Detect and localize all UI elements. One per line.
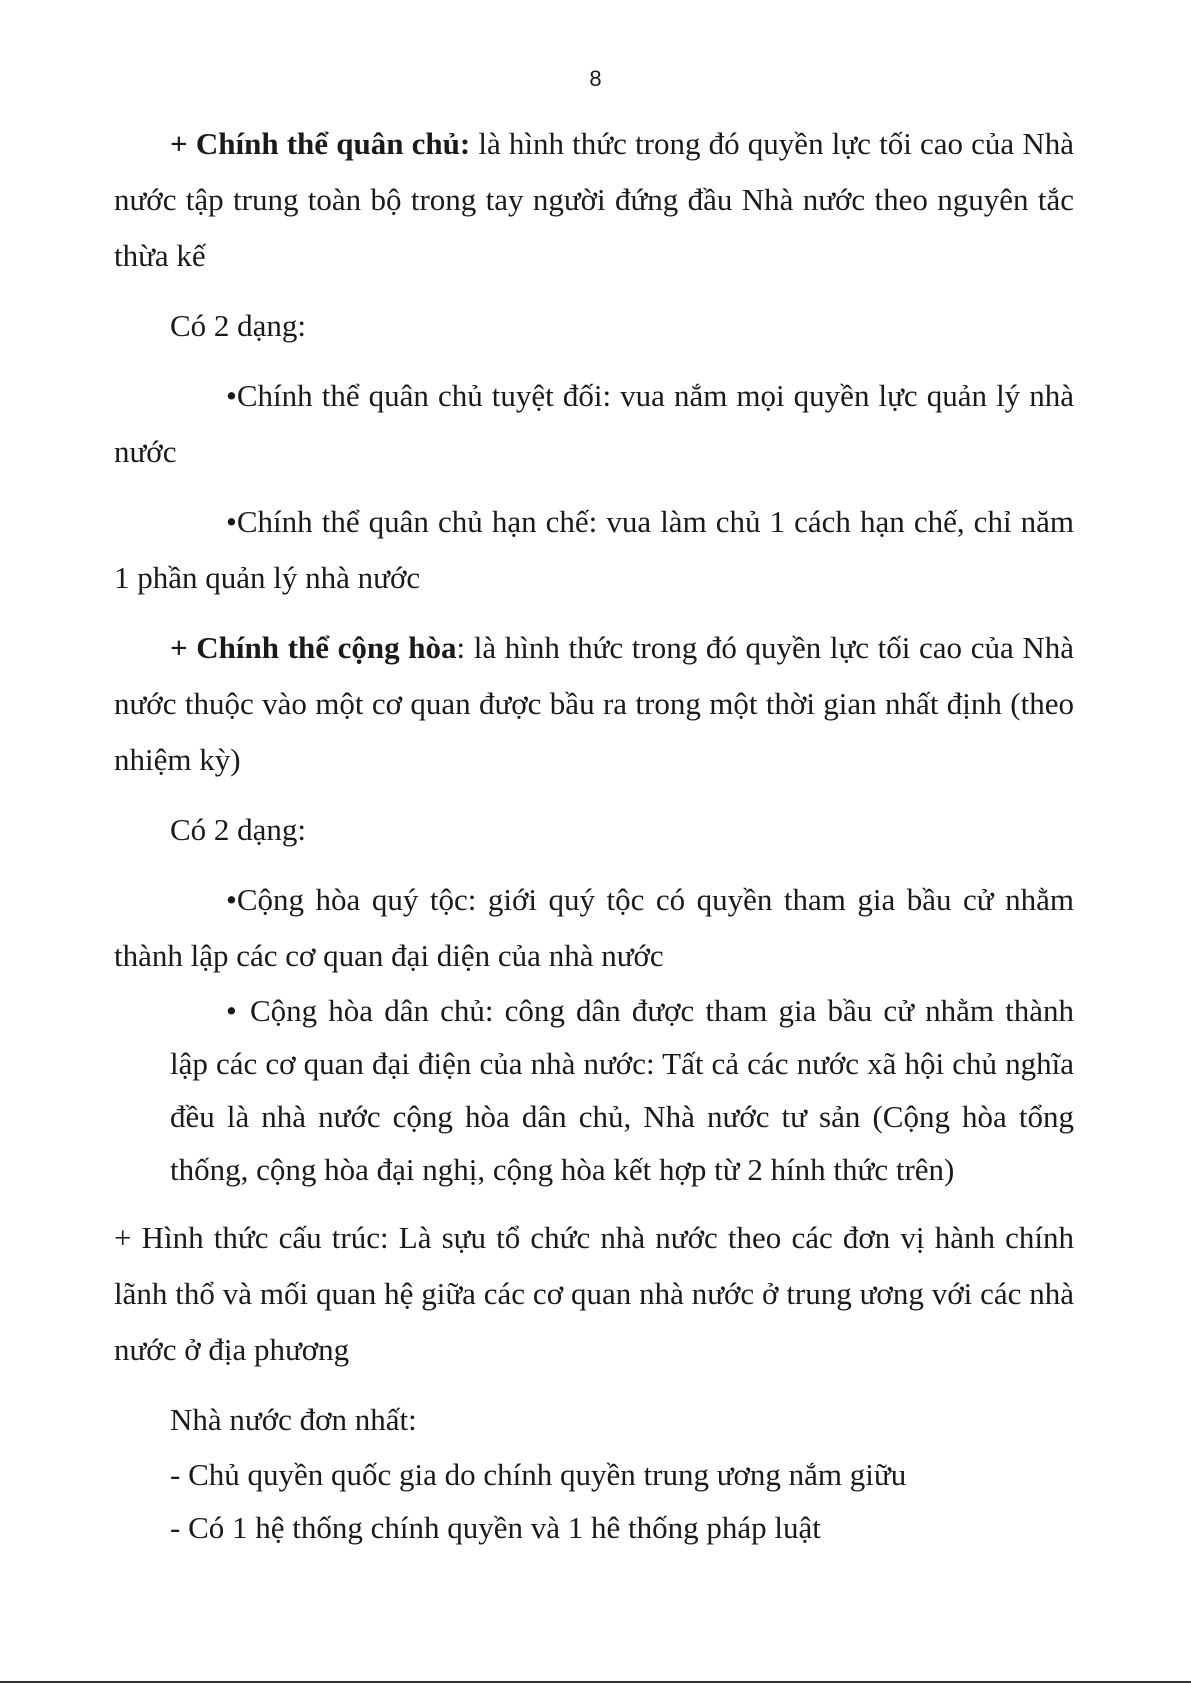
- paragraph-structure-form: + Hình thức cấu trúc: Là sựu tổ chức nhà nước theo các đơn vị hành chính lãnh thổ và mối quan hệ giữa các cơ quan nhà nước ở trung ương với các nhà nước ở địa phương: [114, 1220, 1074, 1367]
- paragraph-two-types-1: Có 2 dạng:: [170, 308, 307, 343]
- bullet-limited-monarchy: [114, 494, 1074, 606]
- bullet-aristocratic-republic: [114, 872, 1074, 984]
- bullet-icon: •: [226, 378, 237, 413]
- bullet-text: Cộng hòa dân chủ: công dân được tham gia bầu cử nhằm thành lập các cơ quan đại điện của nhà nước: Tất cả các nước xã hội chủ nghĩa đều là nhà nước cộng hòa dân chủ, Nhà nước tư sản (Cộng hòa tổng thống, cộng hòa đại nghị, cộng hòa kết hợp từ 2 hính thức trên): [170, 993, 1074, 1187]
- term-republic: + Chính thể cộng hòa: [170, 630, 457, 665]
- page-number: 8: [589, 66, 602, 91]
- bullet-democratic-republic: [114, 984, 1074, 1196]
- term-monarchy: + Chính thể quân chủ:: [170, 126, 471, 161]
- bullet-icon: •: [226, 993, 237, 1028]
- bullet-text: Cộng hòa quý tộc: giới quý tộc có quyền tham gia bầu cử nhằm thành lập các cơ quan đại diện của nhà nước: [114, 882, 1074, 973]
- definition-republic: : là hình thức trong đó quyền lực tối cao của Nhà nước thuộc vào một cơ quan được bầu ra trong một thời gian nhất định (theo nhiệm kỳ): [114, 630, 1074, 777]
- paragraph-republic: [114, 620, 1074, 788]
- bullet-text: Chính thể quân chủ tuyệt đối: vua nắm mọi quyền lực quản lý nhà nước: [114, 378, 1074, 469]
- paragraph-two-types-2: Có 2 dạng:: [170, 812, 307, 847]
- paragraph-monarchy: [114, 116, 1074, 284]
- bullet-text: Chính thể quân chủ hạn chế: vua làm chủ 1 cách hạn chế, chỉ năm 1 phần quản lý nhà nước: [114, 504, 1074, 595]
- dash-item-sovereignty: - Chủ quyền quốc gia do chính quyền trung ương nắm giữu: [170, 1457, 907, 1492]
- document-body: [114, 116, 1074, 1554]
- bullet-icon: •: [226, 882, 237, 917]
- bullet-absolute-monarchy: [114, 368, 1074, 480]
- dash-item-legal-system: - Có 1 hệ thống chính quyền và 1 hê thống pháp luật: [170, 1510, 821, 1545]
- definition-monarchy: là hình thức trong đó quyền lực tối cao của Nhà nước tập trung toàn bộ trong tay người đứng đầu Nhà nước theo nguyên tắc thừa kế: [114, 126, 1075, 273]
- bullet-icon: •: [226, 504, 237, 539]
- bottom-divider: [0, 1681, 1191, 1683]
- paragraph-unitary-state: Nhà nước đơn nhất:: [170, 1402, 417, 1437]
